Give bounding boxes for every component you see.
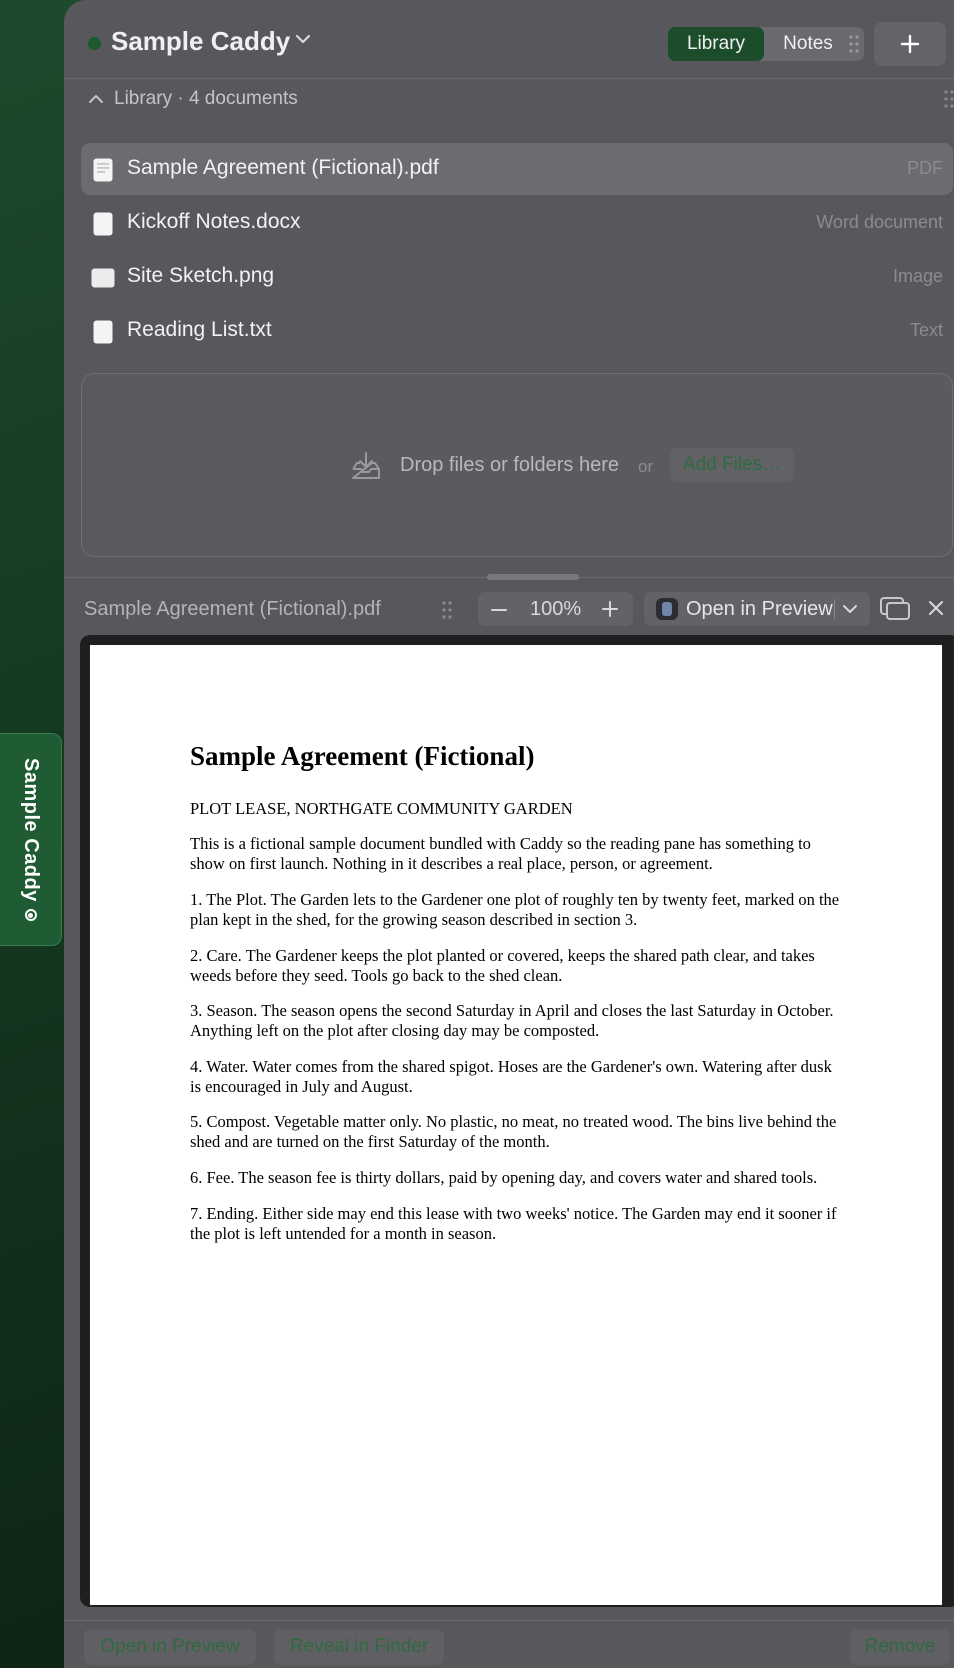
document-paragraph: This is a fictional sample document bundled with Caddy so the reading pane has something to show on first launch. Nothing in it describes a real place, person, or agreement. xyxy=(190,834,811,873)
document-kind: PDF xyxy=(907,158,943,178)
tab-library[interactable]: Library xyxy=(668,27,764,61)
document-row-pdf[interactable] xyxy=(81,143,953,195)
chevron-down-icon[interactable] xyxy=(294,30,312,48)
library-section-title: Library · 4 documents xyxy=(114,88,298,109)
footer-bar xyxy=(64,1620,954,1668)
document-kind: Image xyxy=(892,266,943,286)
chevron-down-icon[interactable] xyxy=(842,602,858,616)
split-drag-handle[interactable] xyxy=(487,574,579,580)
document-row-docx[interactable] xyxy=(81,197,953,249)
open-in-preview-label: Open in Preview xyxy=(686,598,833,620)
document-paragraph: 3. Season. The season opens the second Saturday in April and closes the last Saturday in October. Anything left on the plot after closing day may be composted. xyxy=(190,1001,834,1040)
open-in-preview-footer-button[interactable]: Open in Preview xyxy=(84,1629,256,1665)
panel-header xyxy=(64,0,954,79)
zoom-level: 100% xyxy=(530,598,582,620)
document-viewer[interactable] xyxy=(80,635,954,1607)
reveal-in-finder-button[interactable]: Reveal in Finder xyxy=(274,1629,444,1665)
drop-hint: Drop files or folders here xyxy=(400,454,619,476)
close-icon[interactable] xyxy=(928,600,944,616)
tray-download-icon xyxy=(350,451,382,481)
document-paragraph: 4. Water. Water comes from the shared spigot. Hoses are the Gardener's own. Watering after dusk is encouraged in July and August. xyxy=(190,1057,832,1096)
document-name: Reading List.txt xyxy=(127,318,272,341)
chevron-up-icon xyxy=(88,91,104,107)
add-button[interactable] xyxy=(874,22,946,66)
document-name: Kickoff Notes.docx xyxy=(127,210,301,233)
document-subhead: PLOT LEASE, NORTHGATE COMMUNITY GARDEN xyxy=(190,799,573,818)
status-dot xyxy=(88,37,101,50)
document-paragraph: 7. Ending. Either side may end this lease with two weeks' notice. The Garden may end it sooner if the plot is left untended for a month in season. xyxy=(190,1204,837,1243)
document-title: Sample Agreement (Fictional) xyxy=(190,741,535,771)
radio-indicator-icon xyxy=(25,909,37,921)
document-paragraph: 2. Care. The Gardener keeps the plot planted or covered, keeps the shared path clear, and takes weeds before they seed. Tools go back to the shed clean. xyxy=(190,946,815,985)
library-section-header[interactable] xyxy=(88,88,298,110)
image-file-icon xyxy=(91,268,115,288)
preview-file-name: Sample Agreement (Fictional).pdf xyxy=(84,598,381,620)
window-icon[interactable] xyxy=(880,597,910,621)
plus-icon xyxy=(900,34,920,54)
document-row-txt[interactable] xyxy=(81,305,953,357)
document-file-icon xyxy=(93,212,113,236)
document-kind: Word document xyxy=(816,212,943,232)
document-row-png[interactable] xyxy=(81,251,953,303)
document-name: Site Sketch.png xyxy=(127,264,275,287)
document-page xyxy=(90,645,942,1605)
side-tab-handle[interactable] xyxy=(0,733,62,946)
document-name: Sample Agreement (Fictional).pdf xyxy=(127,156,439,179)
remove-button[interactable]: Remove xyxy=(850,1629,950,1665)
drag-handle-icon[interactable] xyxy=(944,90,954,108)
view-segmented-control xyxy=(668,27,864,61)
caddy-title[interactable]: Sample Caddy xyxy=(111,26,291,56)
document-paragraph: 6. Fee. The season fee is thirty dollars, paid by opening day, and covers water and shared tools. xyxy=(190,1168,818,1187)
drag-handle-icon[interactable] xyxy=(849,35,859,53)
document-paragraph: 5. Compost. Vegetable matter only. No plastic, no meat, no treated wood. The bins live behind the shed and are turned on the first Saturday of the month. xyxy=(190,1112,837,1151)
drop-zone[interactable] xyxy=(81,373,953,557)
preview-toolbar xyxy=(64,590,954,630)
drag-handle-icon[interactable] xyxy=(442,601,452,619)
zoom-control xyxy=(478,592,633,626)
zoom-in-icon[interactable] xyxy=(600,599,620,619)
add-files-button[interactable]: Add Files… xyxy=(670,448,794,482)
button-separator xyxy=(834,599,835,619)
document-paragraph: 1. The Plot. The Garden lets to the Gardener one plot of roughly ten by twenty feet, marked on the plan kept in the shed, for the growing season described in section 3. xyxy=(190,890,840,929)
tab-notes[interactable]: Notes xyxy=(783,33,833,54)
side-tab-label: Sample Caddy xyxy=(20,757,42,902)
zoom-out-icon[interactable] xyxy=(489,600,509,620)
open-in-preview-button[interactable] xyxy=(644,592,870,626)
text-file-icon xyxy=(93,320,113,344)
caddy-panel xyxy=(64,0,954,1668)
document-kind: Text xyxy=(909,320,943,340)
drop-or: or xyxy=(638,457,654,476)
pdf-file-icon xyxy=(93,158,113,182)
preview-app-icon xyxy=(656,598,678,620)
